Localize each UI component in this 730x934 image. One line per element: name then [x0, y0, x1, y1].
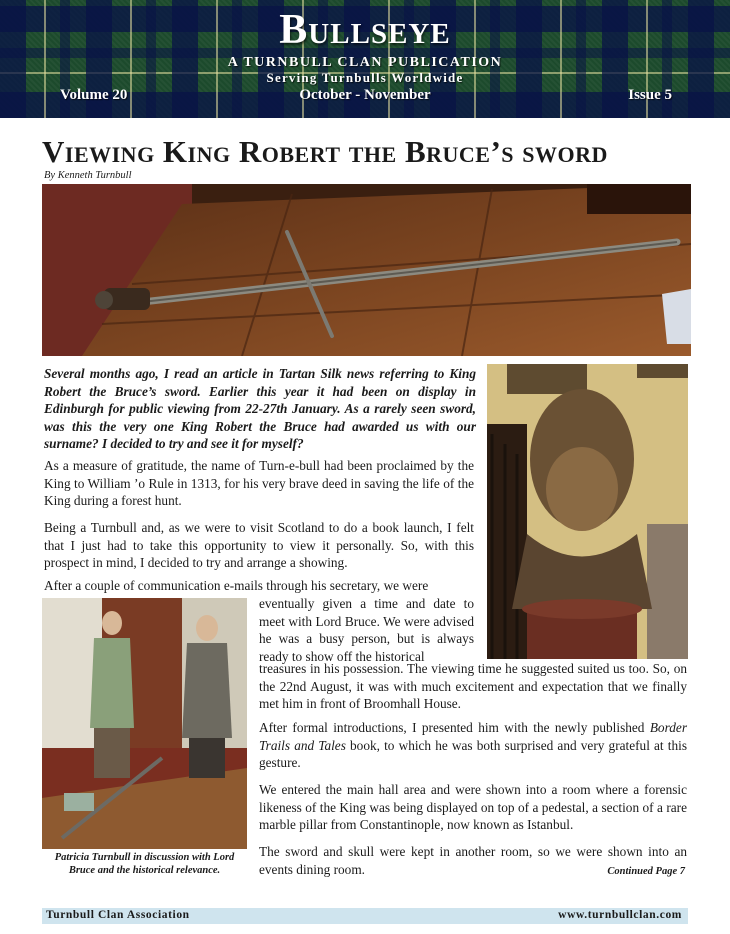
publication-subtitle: A TURNBULL CLAN PUBLICATION: [227, 55, 503, 70]
footer-organization: Turnbull Clan Association: [46, 909, 190, 921]
footer-band: [42, 908, 688, 924]
issue-date: October - November: [299, 87, 431, 103]
paragraph-4-end: book, to which he was both surprised and very grateful at this gesture.: [259, 737, 687, 770]
paragraph-4-start: After formal introductions, I presented him with the newly published: [259, 720, 650, 735]
volume-label: Volume 20: [60, 87, 128, 103]
people-photo: [42, 598, 247, 849]
issue-number: Issue 5: [628, 87, 672, 103]
paragraph-5: We entered the main hall area and were shown into a room where a forensic likeness of the King was being displayed on top of a pedestal, a section of a rare marble pillar from Constantinople, now known as Istanbul.: [259, 782, 687, 832]
sword-photo: [42, 184, 691, 356]
bust-photo: [487, 364, 688, 659]
continued-label: Continued Page 7: [607, 866, 685, 877]
paragraph-3-wrapped: eventually given a time and date to meet with Lord Bruce. We were advised he was a busy person, but is always ready to show off the historical: [259, 596, 474, 664]
paragraph-6: The sword and skull were kept in another room, so we were shown into an events dining room.: [259, 844, 687, 877]
newsletter-title: Bullseye: [279, 7, 451, 53]
article-intro: Several months ago, I read an article in Tartan Silk news referring to King Robert the Bruce’s sword. Earlier this year it had been on display in Edinburgh for public viewing from 22-27th January. As a rarely seen sword, was this the very one King Robert the Bruce had awarded us with our surname? I decided to try and see it for myself?: [44, 366, 476, 451]
article-byline: By Kenneth Turnbull: [44, 170, 132, 181]
article-headline: Viewing King Robert the Bruce’s sword: [42, 134, 608, 169]
photo-caption: Patricia Turnbull in discussion with Lord Bruce and the historical relevance.: [54, 852, 235, 876]
masthead: [0, 0, 730, 118]
footer-website-link[interactable]: www.turnbullclan.com: [558, 909, 682, 921]
paragraph-3-end: treasures in his possession. The viewing time he suggested suited us too. So, on the 22nd August, it was with much excitement and expectation that we finally met him in front of Broomhall House.: [259, 661, 687, 711]
paragraph-1: As a measure of gratitude, the name of Turn-e-bull had been proclaimed by the King to William ’o Rule in 1313, for his very brave deed in saving the life of the King during a forest hunt.: [44, 458, 474, 508]
paragraph-4: [259, 719, 687, 772]
paragraph-3-start: After a couple of communication e-mails through his secretary, we were: [44, 578, 429, 593]
book-title: Border Trails and Tales: [259, 720, 687, 753]
publication-tagline: Serving Turnbulls Worldwide: [266, 70, 464, 85]
paragraph-2: Being a Turnbull and, as we were to visit Scotland to do a book launch, I felt that I just had to take this opportunity to view it personally. So, with this prospect in mind, I decided to try and arrange a showing.: [44, 520, 474, 570]
